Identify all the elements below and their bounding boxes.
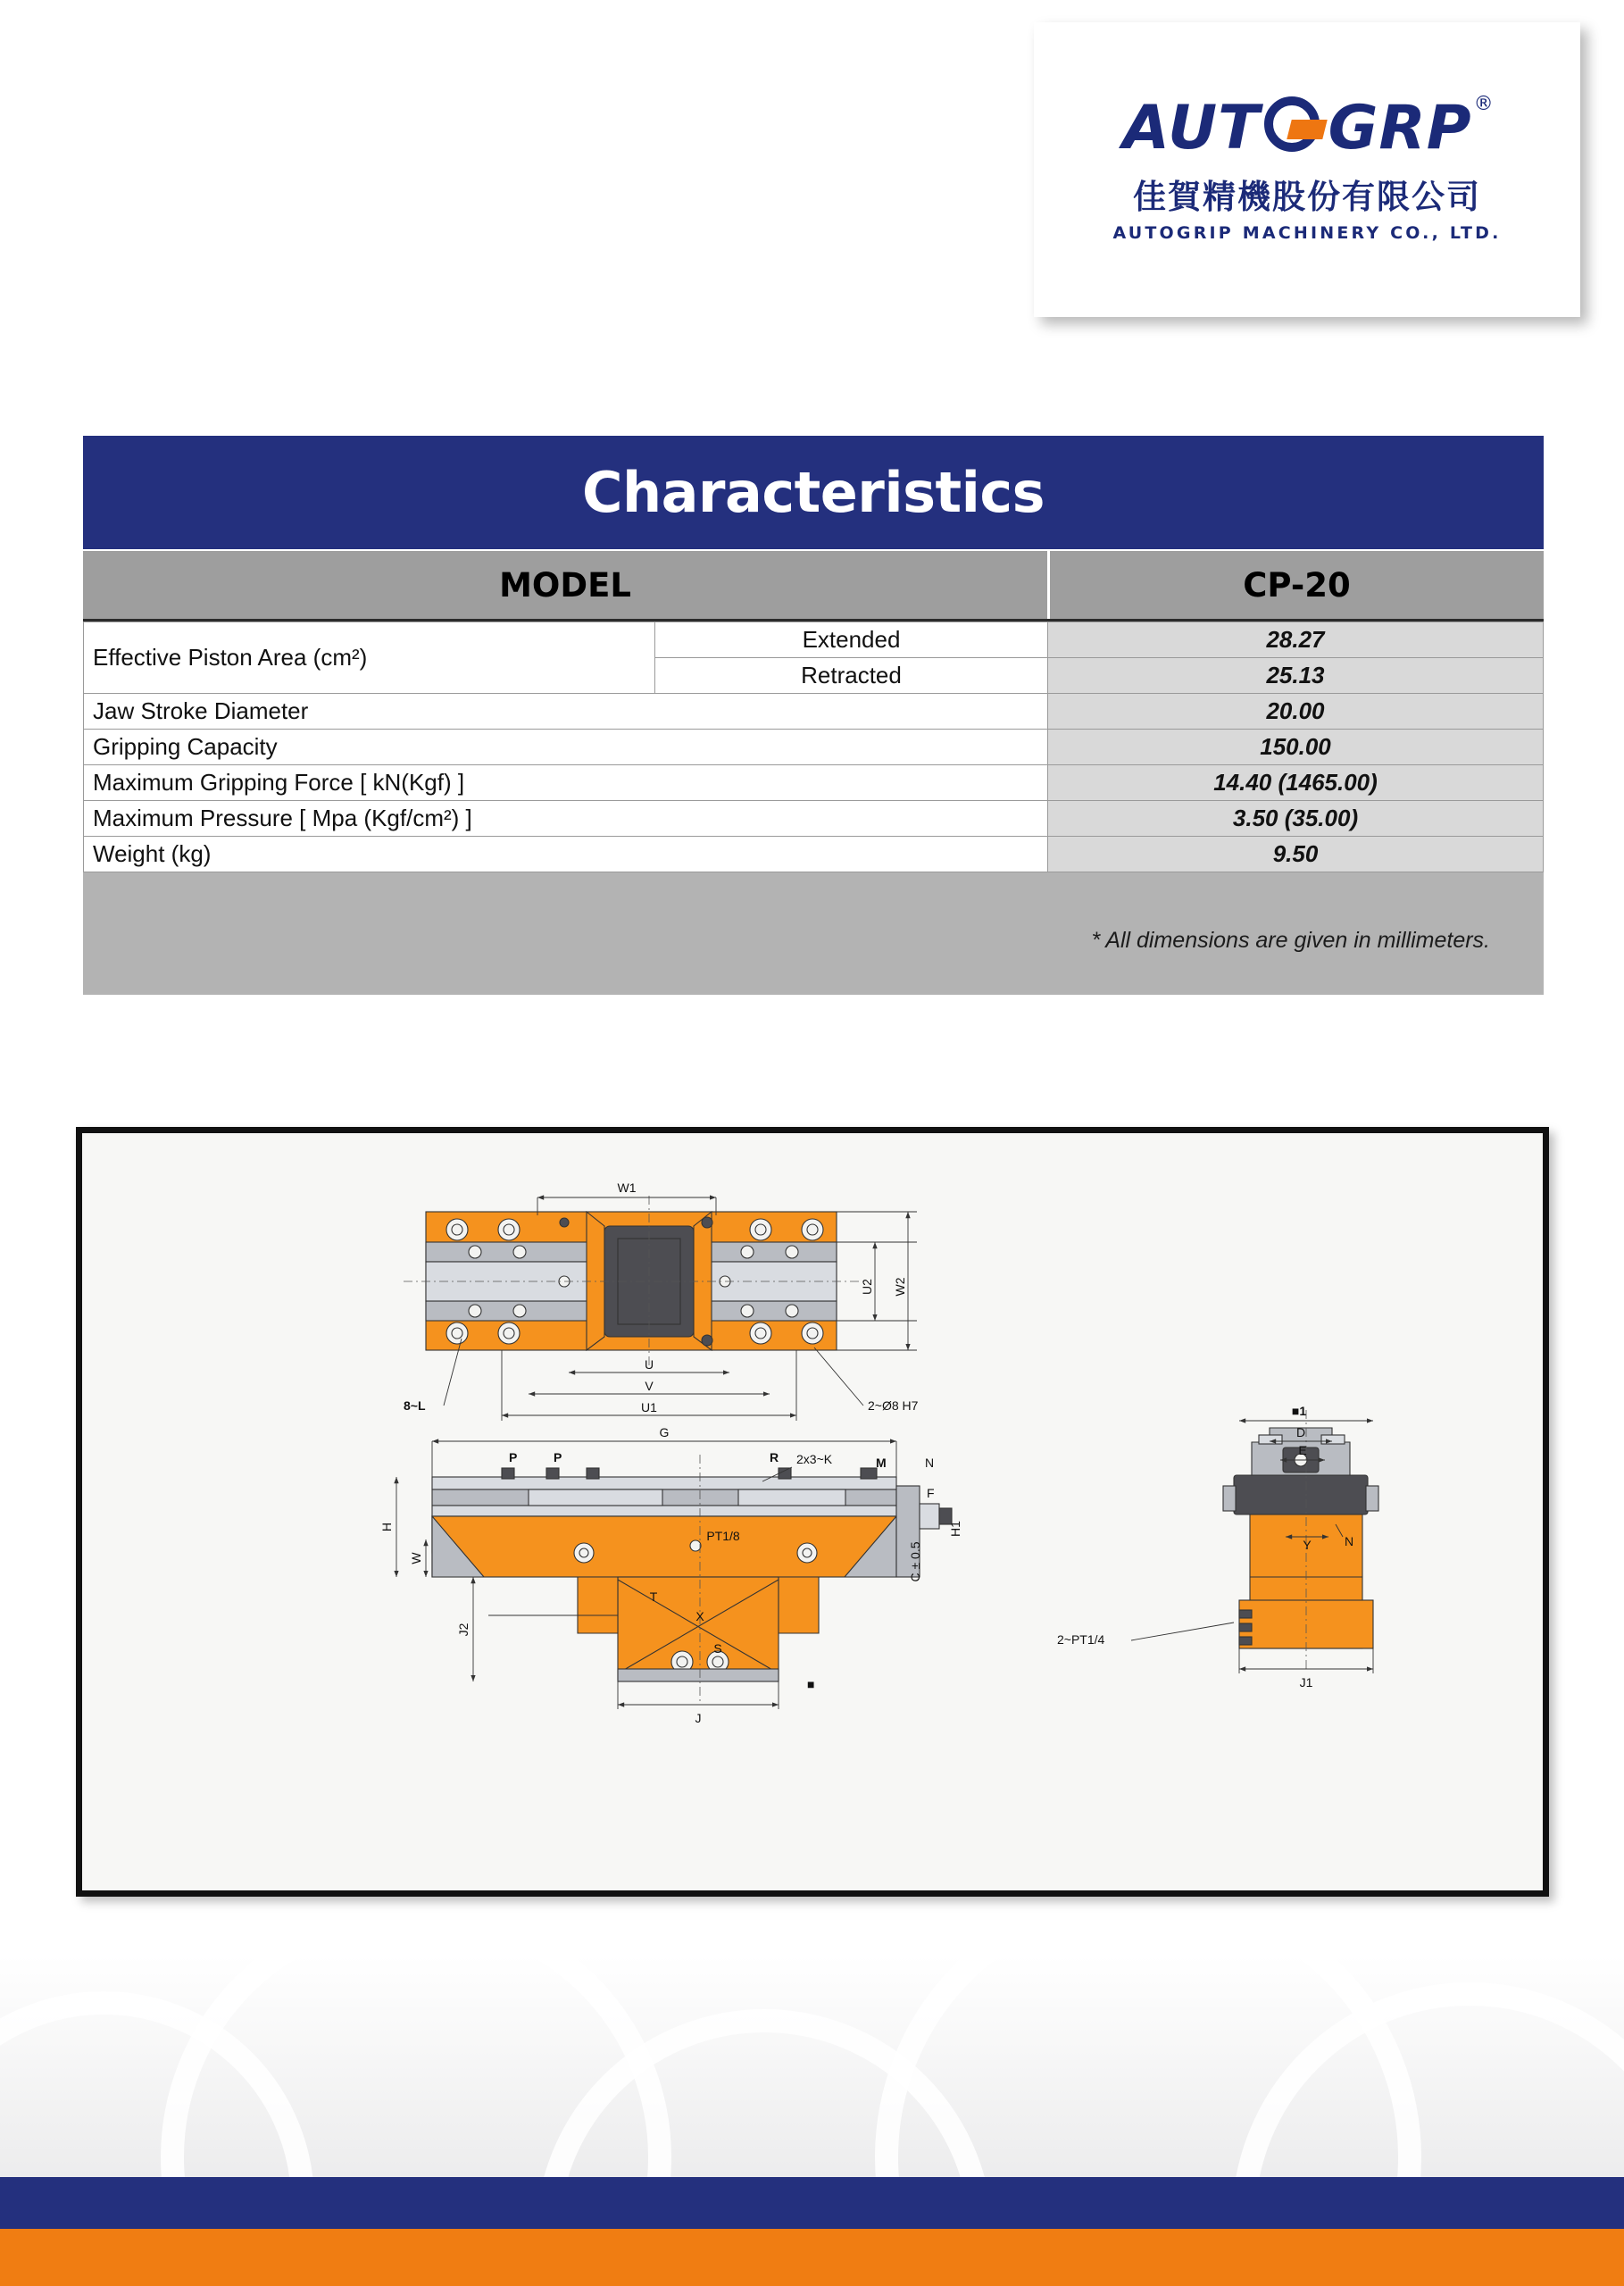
model-value: CP-20 [1243,565,1351,605]
dim-label-w: W [409,1552,423,1564]
dim-label-n: N [925,1456,935,1470]
dim-label-g: G [659,1425,670,1439]
dimensions-footnote: * All dimensions are given in millimeters. [1091,928,1490,953]
dim-label-x: X [695,1609,704,1623]
dim-label-r: R [770,1450,779,1464]
footer-bar-blue [0,2177,1624,2229]
characteristics-card [83,436,1544,995]
page-title: Characteristics [581,460,1045,525]
table-row [84,622,1544,658]
spec-label-gripping-capacity: Gripping Capacity [84,730,1048,765]
table-row [84,730,1544,765]
dim-label-c-tol: C ± 0.5 [908,1541,922,1582]
spec-label-piston-area: Effective Piston Area (cm²) [84,622,655,694]
dim-label-u1: U1 [641,1400,657,1414]
spec-sub-retracted: Retracted [655,658,1048,694]
spec-label-jaw-stroke: Jaw Stroke Diameter [84,694,1048,730]
specifications-table [83,622,1544,872]
logo-text-p: P [1426,93,1472,163]
spec-value-weight: 9.50 [1048,837,1544,872]
spec-value-max-gripping-force: 14.40 (1465.00) [1048,765,1544,801]
drawing-side-view [1057,1404,1378,1689]
dim-label-j: J [695,1711,702,1725]
dim-label-n2: N [1345,1534,1354,1548]
characteristics-header [83,436,1544,549]
dim-label-h1: H1 [948,1521,962,1537]
dim-label-p2: P [554,1450,562,1464]
dim-label-f: F [927,1486,935,1500]
company-logo-panel [1034,22,1580,317]
dim-label-1: ■1 [1291,1404,1307,1418]
bottom-decoration [0,1956,1624,2215]
dim-label-s: S [713,1641,722,1656]
logo-wordmark [1122,92,1494,163]
dim-label-w2: W2 [893,1277,907,1297]
model-label: MODEL [83,551,1050,619]
spec-value-gripping-capacity: 150.00 [1048,730,1544,765]
spec-value-extended: 28.27 [1048,622,1544,658]
dim-label-2-d8-h7: 2~Ø8 H7 [868,1398,919,1413]
dim-label-dot: ■ [807,1677,815,1691]
footer-bar-orange [0,2229,1624,2286]
model-row [83,549,1544,622]
dim-label-y: Y [1303,1538,1312,1552]
logo-text-auto: AUT [1122,93,1261,163]
dim-label-h: H [379,1522,394,1532]
table-row [84,694,1544,730]
technical-drawing-panel [76,1127,1549,1897]
table-row [84,765,1544,801]
logo-english-name: AUTOGRIP MACHINERY CO., LTD. [1112,223,1502,243]
logo-text-grip: GR [1328,93,1427,163]
logo-o-icon [1262,96,1327,161]
dim-label-d: D [1295,1425,1306,1439]
registered-trademark-icon: ® [1473,92,1494,115]
spec-sub-extended: Extended [655,622,1048,658]
spec-value-max-pressure: 3.50 (35.00) [1048,801,1544,837]
dim-label-e: E [1298,1443,1307,1457]
dim-label-2x3-k: 2x3~K [796,1452,833,1466]
spec-label-max-gripping-force: Maximum Gripping Force [ kN(Kgf) ] [84,765,1048,801]
drawing-top-view [404,1181,919,1421]
dim-label-u2: U2 [860,1279,874,1295]
dim-label-pt18: PT1/8 [706,1529,740,1543]
logo-chinese-name: 佳賀精機股份有限公司 [1133,178,1481,216]
technical-drawing-svg [82,1133,1543,1890]
dim-label-w1: W1 [617,1181,637,1195]
dim-label-8-l: 8~L [404,1398,426,1413]
spec-label-weight: Weight (kg) [84,837,1048,872]
table-row [84,837,1544,872]
dim-label-j2: J2 [456,1623,471,1637]
spec-value-retracted: 25.13 [1048,658,1544,694]
dim-label-2-pt14: 2~PT1/4 [1057,1632,1105,1647]
spec-value-jaw-stroke: 20.00 [1048,694,1544,730]
table-row [84,801,1544,837]
dim-label-j1: J1 [1299,1675,1313,1689]
dim-label-u: U [644,1357,654,1372]
drawing-front-view [379,1425,962,1725]
spec-label-max-pressure: Maximum Pressure [ Mpa (Kgf/cm²) ] [84,801,1048,837]
dim-label-v: V [645,1379,654,1393]
dim-label-m: M [876,1456,887,1470]
dim-label-p1: P [509,1450,518,1464]
dim-label-t: T [649,1589,658,1604]
